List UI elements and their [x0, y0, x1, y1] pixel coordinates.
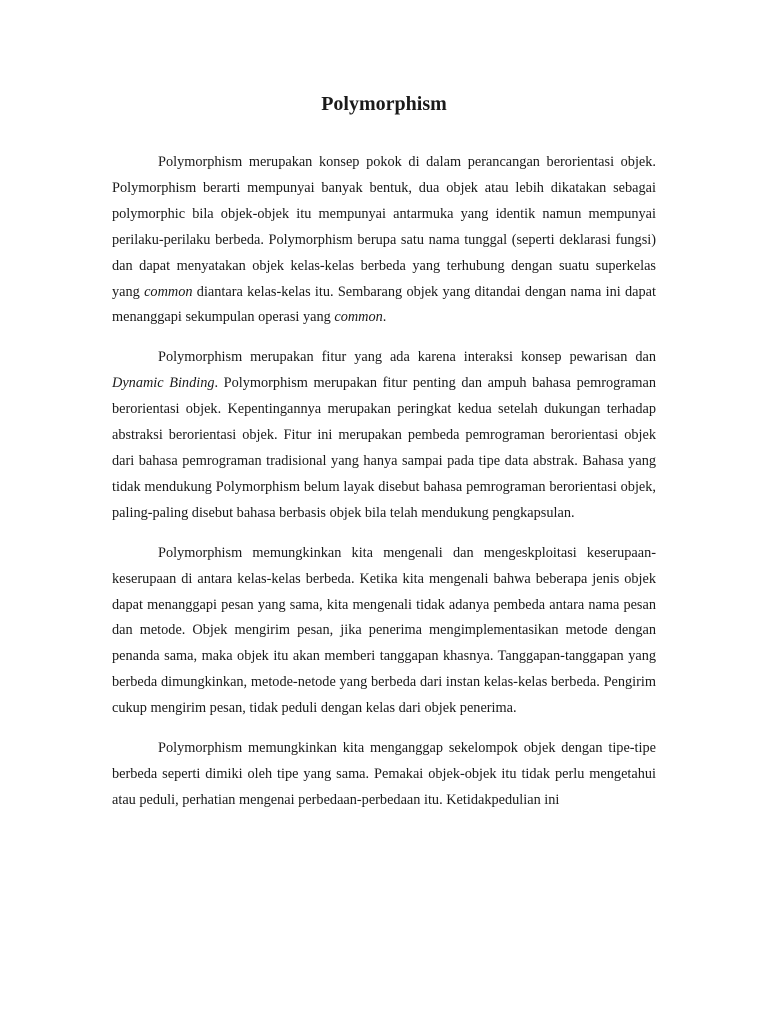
body-paragraph	[112, 541, 656, 722]
paragraph-text: .	[382, 309, 387, 326]
document-body	[112, 150, 656, 828]
body-paragraph	[112, 150, 656, 331]
body-paragraph	[112, 345, 656, 526]
paragraph-text: . Polymorphism merupakan fitur penting dan ampuh bahasa pemrograman berorientasi objek. Kepentingannya merupakan peringkat kedua setelah dukungan terhadap abstraksi berorientasi objek. Fitur ini merupakan pembeda pemrograman berorientasi objek dari bahasa pemrograman tradisional yang hanya sampai pada tipe data abstrak. Bahasa yang tidak mendukung Polymorphism belum layak disebut bahasa pemrograman berorientasi objek, paling-paling disebut bahasa berbasis objek bila telah mendukung pengkapsulan.	[112, 375, 656, 521]
document-title: Polymorphism	[321, 93, 447, 115]
italic-term: Dynamic Binding	[112, 375, 215, 392]
paragraph-text: diantara kelas-kelas itu. Sembarang objek yang ditandai dengan nama ini dapat menanggapi sekumpulan operasi yang	[112, 283, 656, 326]
paragraph-text: Polymorphism memungkinkan kita mengenali dan mengeskploitasi keserupaan-keserupaan di antara kelas-kelas berbeda. Ketika kita mengenali bahwa beberapa jenis objek dapat menanggapi pesan yang sama, kita mengenali tidak adanya pembeda antara nama pesan dan metode. Objek mengirim pesan, jika penerima mengimplementasikan metode dengan penanda sama, maka objek itu akan memberi tanggapan khasnya. Tanggapan-tanggapan yang berbeda dimungkinkan, metode-netode yang berbeda dari instan kelas-kelas berbeda. Pengirim cukup mengirim pesan, tidak peduli dengan kelas dari objek penerima.	[112, 544, 656, 717]
italic-term: common	[144, 283, 193, 300]
paragraph-text: Polymorphism merupakan konsep pokok di dalam perancangan berorientasi objek. Polymorphism berarti mempunyai banyak bentuk, dua objek atau lebih dikatakan sebagai polymorphic bila objek-objek itu mempunyai antarmuka yang identik namun mempunyai perilaku-perilaku berbeda. Polymorphism berupa satu nama tunggal (seperti deklarasi fungsi) dan dapat menyatakan objek kelas-kelas berbeda yang terhubung dengan suatu superkelas yang	[112, 154, 656, 300]
italic-term: common	[334, 309, 383, 326]
body-paragraph	[112, 736, 656, 814]
paragraph-text: Polymorphism merupakan fitur yang ada karena interaksi konsep pewarisan dan	[158, 349, 656, 366]
paragraph-text: Polymorphism memungkinkan kita menganggap sekelompok objek dengan tipe-tipe berbeda seperti dimiki oleh tipe yang sama. Pemakai objek-objek itu tidak perlu mengetahui atau peduli, perhatian mengenai perbedaan-perbedaan itu. Ketidakpedulian ini	[112, 740, 656, 808]
